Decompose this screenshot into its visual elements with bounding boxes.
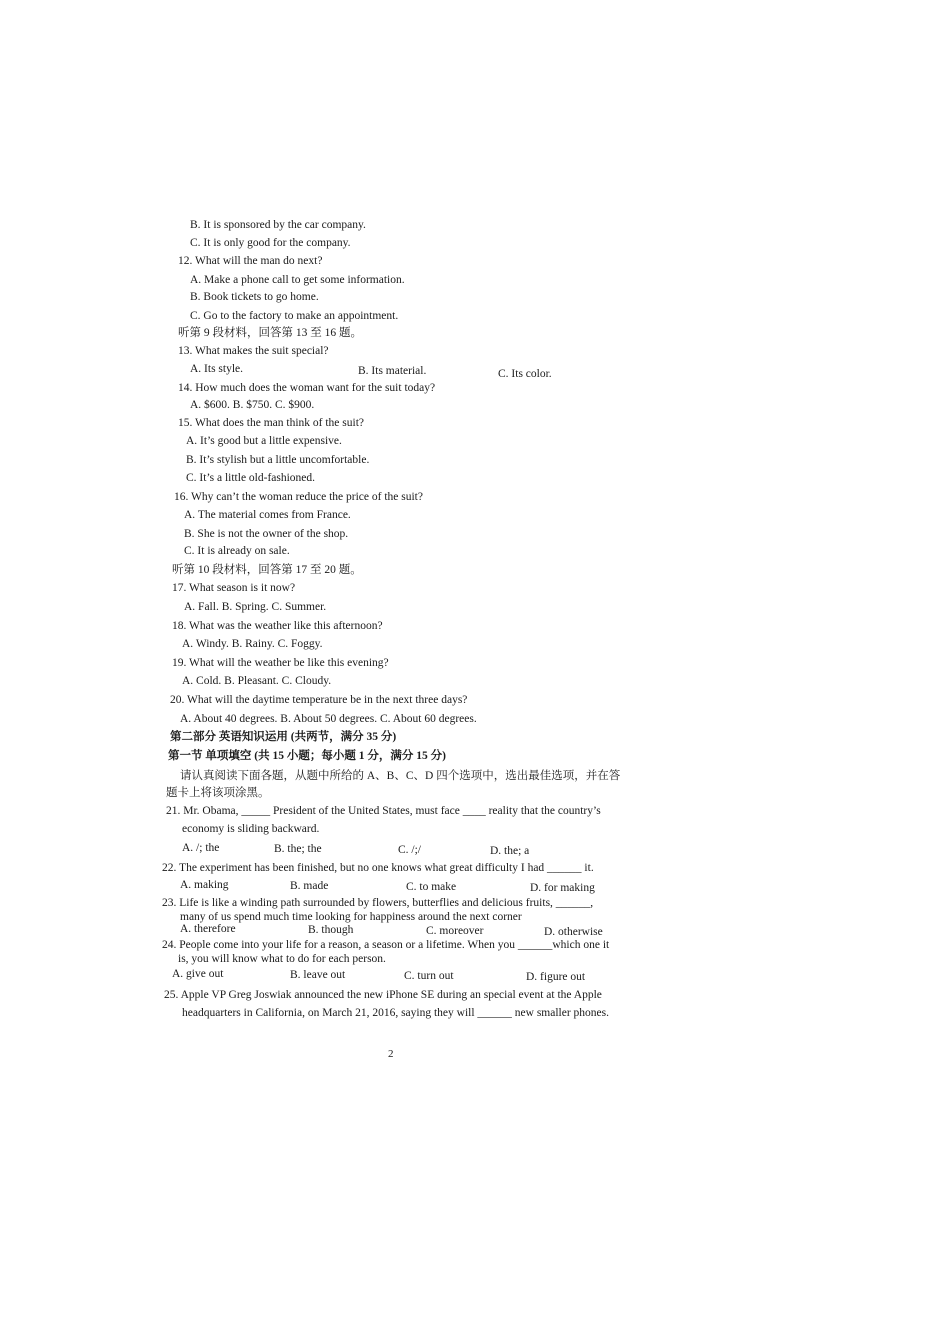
q23-stem-line1: 23. Life is like a winding path surrounded by flowers, butterflies and delicious fruits, ______,	[162, 897, 594, 909]
q17-options: A. Fall. B. Spring. C. Summer.	[184, 601, 327, 613]
q18-options: A. Windy. B. Rainy. C. Foggy.	[182, 638, 323, 650]
q15-option-b: B. It’s stylish but a little uncomfortable.	[186, 454, 370, 466]
q22-stem: 22. The experiment has been finished, but no one knows what great difficulty I had ______ it.	[162, 862, 594, 874]
q12-stem: 12. What will the man do next?	[178, 255, 323, 267]
q15-stem: 15. What does the man think of the suit?	[178, 417, 364, 429]
section1-heading: 第一节 单项填空 (共 15 小题；每小题 1 分，满分 15 分)	[168, 750, 446, 762]
q23-stem-line2: many of us spend much time looking for happiness around the next corner	[180, 911, 522, 923]
q14-options: A. $600. B. $750. C. $900.	[190, 399, 315, 411]
q23-option-c: C. moreover	[426, 925, 484, 937]
q20-stem: 20. What will the daytime temperature be in the next three days?	[170, 694, 468, 706]
q12-option-b: B. Book tickets to go home.	[190, 291, 319, 303]
section10-heading: 听第 10 段材料，回答第 17 至 20 题。	[172, 564, 362, 576]
q21-option-b: B. the; the	[274, 843, 322, 855]
q15-option-c: C. It’s a little old-fashioned.	[186, 472, 316, 484]
q11-option-c: C. It is only good for the company.	[190, 237, 351, 249]
q21-option-c: C. /;/	[398, 844, 422, 856]
q19-stem: 19. What will the weather be like this evening?	[172, 657, 389, 669]
q21-option-d: D. the; a	[490, 845, 530, 857]
q24-option-d: D. figure out	[526, 971, 586, 983]
instructions-line2: 题卡上将该项涂黑。	[166, 787, 270, 799]
q19-options: A. Cold. B. Pleasant. C. Cloudy.	[182, 675, 332, 687]
q13-stem: 13. What makes the suit special?	[178, 345, 329, 357]
q24-option-c: C. turn out	[404, 970, 454, 982]
q24-stem-line1: 24. People come into your life for a reason, a season or a lifetime. When you ______which one it	[162, 939, 610, 951]
q15-option-a: A. It’s good but a little expensive.	[186, 435, 342, 447]
q16-stem: 16. Why can’t the woman reduce the price of the suit?	[174, 491, 423, 503]
q14-stem: 14. How much does the woman want for the suit today?	[178, 382, 436, 394]
q24-option-b: B. leave out	[290, 969, 346, 981]
q23-option-d: D. otherwise	[544, 926, 603, 938]
q24-option-a: A. give out	[172, 968, 224, 980]
q13-option-b: B. Its material.	[358, 365, 427, 377]
q22-option-a: A. making	[180, 879, 229, 891]
q23-option-a: A. therefore	[180, 923, 236, 935]
q24-stem-line2: is, you will know what to do for each person.	[178, 953, 386, 965]
q17-stem: 17. What season is it now?	[172, 582, 296, 594]
q16-option-c: C. It is already on sale.	[184, 545, 290, 557]
part2-heading: 第二部分 英语知识运用 (共两节，满分 35 分)	[170, 731, 397, 743]
q21-stem-line1: 21. Mr. Obama, _____ President of the United States, must face ____ reality that the country’s	[166, 805, 601, 817]
q18-stem: 18. What was the weather like this afternoon?	[172, 620, 383, 632]
q12-option-a: A. Make a phone call to get some information.	[190, 274, 405, 286]
section9-heading: 听第 9 段材料，回答第 13 至 16 题。	[178, 327, 362, 339]
q16-option-b: B. She is not the owner of the shop.	[184, 528, 349, 540]
instructions-line1: 请认真阅读下面各题，从题中所给的 A、B、C、D 四个选项中，选出最佳选项，并在答	[180, 770, 621, 782]
q13-option-a: A. Its style.	[190, 363, 244, 375]
q12-option-c: C. Go to the factory to make an appointment.	[190, 310, 399, 322]
q22-option-d: D. for making	[530, 882, 595, 894]
q22-option-b: B. made	[290, 880, 329, 892]
q20-options: A. About 40 degrees. B. About 50 degrees. C. About 60 degrees.	[180, 713, 477, 725]
q13-option-c: C. Its color.	[498, 368, 552, 380]
q21-option-a: A. /; the	[182, 842, 220, 854]
page-number: 2	[388, 1048, 394, 1060]
q25-stem-line2: headquarters in California, on March 21, 2016, saying they will ______ new smaller phones.	[182, 1007, 610, 1019]
q11-option-b: B. It is sponsored by the car company.	[190, 219, 366, 231]
q16-option-a: A. The material comes from France.	[184, 509, 351, 521]
q23-option-b: B. though	[308, 924, 354, 936]
q25-stem-line1: 25. Apple VP Greg Joswiak announced the new iPhone SE during an special event at the Apple	[164, 989, 602, 1001]
q21-stem-line2: economy is sliding backward.	[182, 823, 320, 835]
q22-option-c: C. to make	[406, 881, 457, 893]
